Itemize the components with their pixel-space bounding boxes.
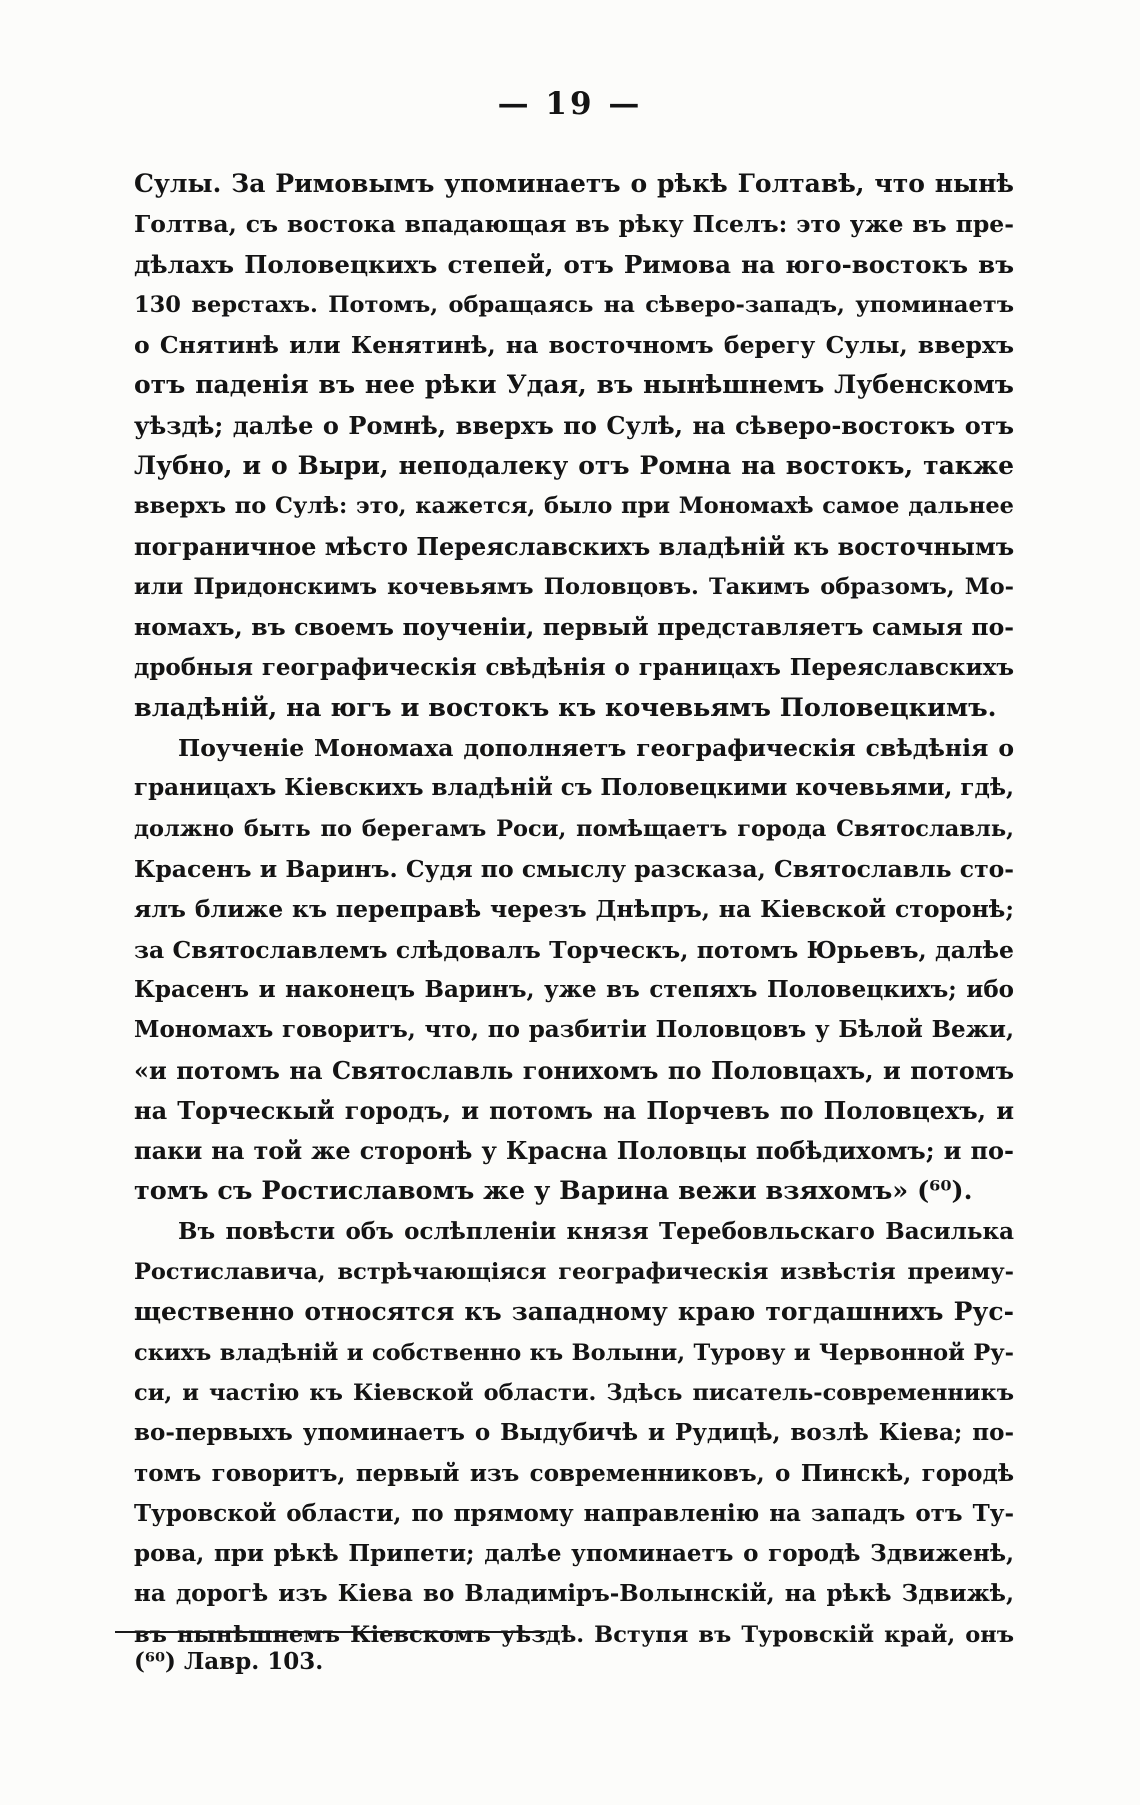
text-line: Красенъ и наконецъ Варинъ, уже въ степяхъ Половецкихъ; ибо — [134, 975, 1014, 1003]
text-line: пограничное мѣсто Переяславскихъ владѣній къ восточнымъ — [134, 531, 1015, 561]
footnote-marker: (⁶⁰) — [134, 1648, 176, 1675]
text-line: Сулы. За Римовымъ упоминаетъ о рѣкѣ Голтавѣ, что нынѣ — [134, 169, 1014, 198]
text-line: Ростиславича, встрѣчающіяся географическія извѣстія преиму- — [134, 1259, 1014, 1286]
text-line: Мономахъ говоритъ, что, по разбитіи Половцовъ у Бѣлой Вежи, — [134, 1016, 1014, 1044]
text-line: границахъ Кіевскихъ владѣній съ Половецкими кочевьями, гдѣ, — [134, 774, 1015, 802]
text-line: Поученіе Мономаха дополняетъ географическія свѣдѣнія о — [178, 734, 1014, 763]
text-line: должно быть по берегамъ Роси, помѣщаетъ города Святославль, — [134, 815, 1014, 842]
text-line: скихъ владѣній и собственно къ Волыни, Турову и Червонной Ру- — [134, 1339, 1014, 1366]
text-line: на Торческый городъ, и потомъ на Порчевъ по Половцехъ, и — [134, 1095, 1014, 1125]
footnote — [134, 1648, 323, 1675]
text-line: томъ говоритъ, первый изъ современниковъ, о Пинскѣ, городѣ — [134, 1459, 1014, 1487]
footnote-separator — [115, 1631, 547, 1633]
text-line: во-первыхъ упоминаетъ о Выдубичѣ и Рудицѣ, возлѣ Кіева; по- — [134, 1419, 1014, 1447]
text-line: «и потомъ на Святославль гонихомъ по Половцахъ, и потомъ — [134, 1055, 1014, 1085]
page-number: — 19 — — [497, 86, 643, 122]
text-line: или Придонскимъ кочевьямъ Половцовъ. Такимъ образомъ, Мо- — [134, 573, 1014, 600]
text-line: Красенъ и Варинъ. Судя по смыслу разсказа, Святославль сто- — [134, 855, 1015, 884]
text-line: отъ паденія въ нее рѣки Удая, въ нынѣшнемъ Лубенскомъ — [134, 370, 1014, 400]
text-line: Лубно, и о Выри, неподалеку отъ Ромна на востокъ, также — [134, 451, 1014, 481]
body-text — [134, 164, 1014, 1655]
text-line: дробныя географическія свѣдѣнія о границахъ Переяславскихъ — [134, 653, 1014, 681]
text-line: владѣній, на югъ и востокъ къ кочевьямъ Половецкимъ. — [134, 692, 997, 723]
text-line: въ нынѣшнемъ Кіевскомъ уѣздѣ. Вступя въ Туровскій край, онъ — [134, 1621, 1014, 1648]
text-line: о Снятинѣ или Кенятинѣ, на восточномъ берегу Сулы, вверхъ — [134, 331, 1014, 360]
paragraph-1 — [134, 164, 1014, 728]
text-line: Туровской области, по прямому направленію на западъ отъ Ту- — [134, 1499, 1014, 1527]
text-line: номахъ, въ своемъ поученіи, первый представляетъ самыя по- — [134, 613, 1014, 642]
text-line: за Святославлемъ слѣдовалъ Торческъ, потомъ Юрьевъ, далѣе — [134, 935, 1014, 964]
text-line: паки на той же сторонѣ у Красна Половцы побѣдихомъ; и по- — [134, 1136, 1014, 1166]
text-line: си, и частію къ Кіевской области. Здѣсь писатель-современникъ — [134, 1379, 1014, 1406]
text-line: Голтва, съ востока впадающая въ рѣку Пселъ: это уже въ пре- — [134, 210, 1014, 239]
footnote-text: Лавр. 103. — [183, 1648, 324, 1675]
text-line: ялъ ближе къ переправѣ черезъ Днѣпръ, на Кіевской сторонѣ; — [134, 895, 1014, 924]
text-line: уѣздѣ; далѣе о Ромнѣ, вверхъ по Сулѣ, на сѣверо-востокъ отъ — [134, 410, 1014, 440]
text-line: томъ съ Ростиславомъ же у Варина вежи взяхомъ» (⁶⁰). — [134, 1176, 973, 1207]
text-line: дѣлахъ Половецкихъ степей, отъ Римова на юго-востокъ въ — [134, 249, 1014, 279]
paragraph-2 — [134, 728, 1014, 1212]
text-line: 130 верстахъ. Потомъ, обращаясь на сѣверо-западъ, упоминаетъ — [134, 291, 1014, 318]
text-line: вверхъ по Сулѣ: это, кажется, было при Мономахѣ самое дальнее — [134, 493, 1014, 520]
text-line: щественно относятся къ западному краю тогдашнихъ Рус- — [134, 1297, 1014, 1327]
text-line: Въ повѣсти объ ослѣпленіи князя Теребовльскаго Василька — [178, 1217, 1014, 1245]
text-line: на дорогѣ изъ Кіева во Владиміръ-Волынскій, на рѣкѣ Здвижѣ, — [134, 1580, 1014, 1608]
text-line: рова, при рѣкѣ Припети; далѣе упоминаетъ о городѣ Здвиженѣ, — [134, 1540, 1014, 1568]
paragraph-3 — [134, 1212, 1014, 1655]
